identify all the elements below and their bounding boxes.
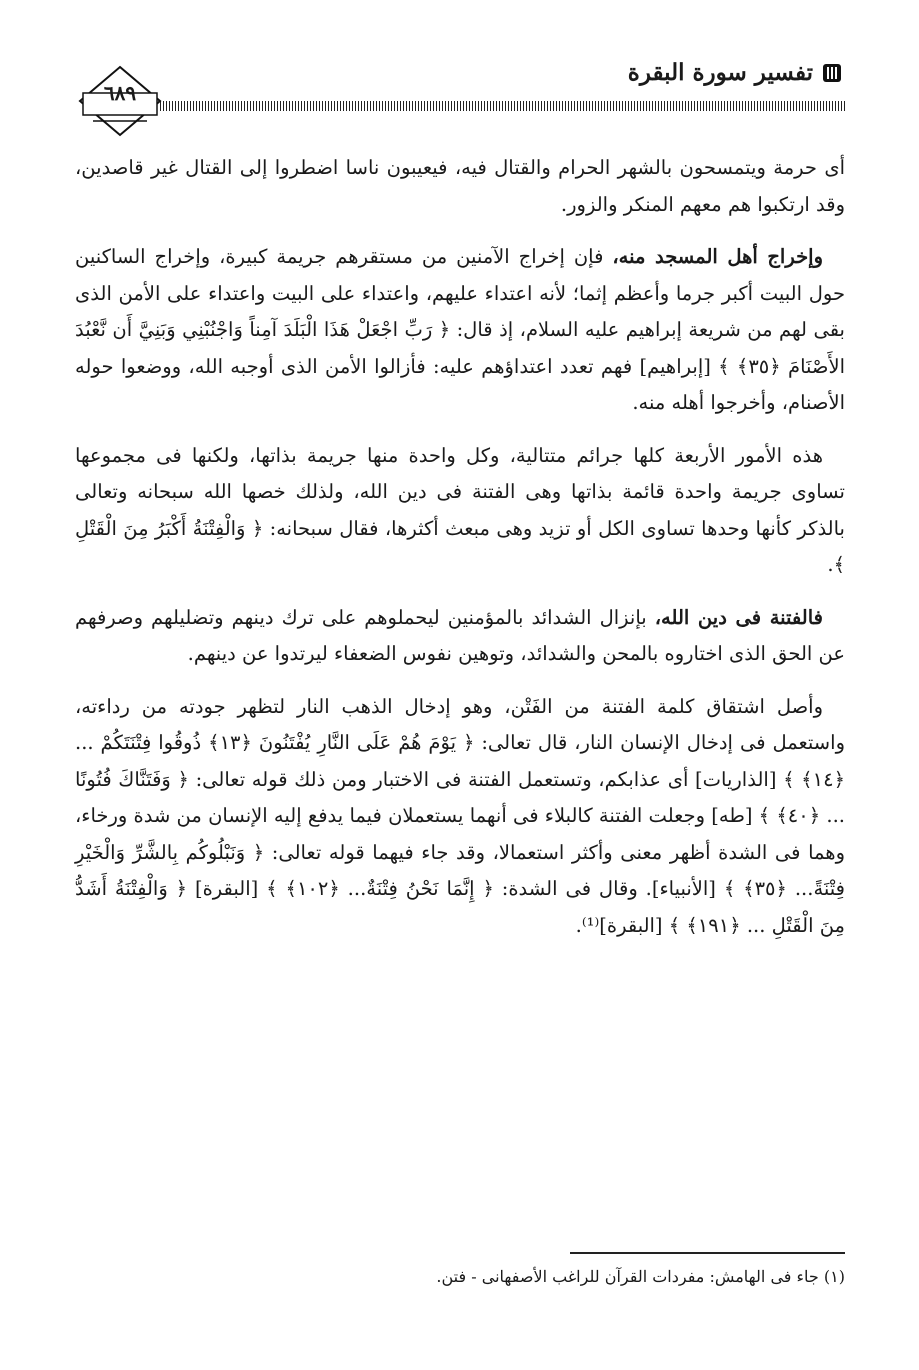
paragraph-text: أى حرمة ويتمسحون بالشهر الحرام والقتال فيه، فيعيبون ناسا اضطروا إلى القتال غير قاصدين، وقد ارتكبوا هم معهم المنكر والزور. — [75, 156, 845, 216]
paragraph — [75, 689, 845, 945]
header-rule — [160, 101, 845, 111]
paragraph-text: فإن إخراج الآمنين من مستقرهم جريمة كبيرة، وإخراج الساكنين حول البيت أكبر جرما وأعظم إثما؛ لأنه اعتداء عليهم، واعتداء على البيت واعتداء على الأمن الذى بقى لهم من شريعة إبراهيم عليه السلام، إذ قال: ﴿ رَبِّ اجْعَلْ هَذَا الْبَلَدَ آمِناً وَاجْنُبْنِي وَبَنِيَّ أَن نَّعْبُدَ الأَصْنَامَ ﴿٣٥﴾ ﴾ [إبراهيم] فهم تعدد اعتداؤهم عليه: فأزالوا الأمن الذى أوجبه الله، ووضعوا حوله الأصنام، وأخرجوا أهله منه. — [75, 245, 845, 414]
paragraph — [75, 600, 845, 673]
running-title — [628, 59, 843, 86]
page-header — [75, 55, 845, 130]
ornament-icon — [821, 62, 843, 84]
footnote: (١) جاء فى الهامش: مفردات القرآن للراغب الأصفهانى - فتن. — [436, 1267, 845, 1286]
page-number: ٦٨٩ — [103, 81, 137, 105]
paragraph-lead: وإخراج أهل المسجد منه، — [612, 245, 823, 268]
paragraph — [75, 150, 845, 223]
paragraph-text: بإنزال الشدائد بالمؤمنين ليحملوهم على ترك دينهم وتضليلهم وصرفهم عن الحق الذى اختاروه بالمحن والشدائد، وتوهين نفوس الضعفاء ليرتدوا عن دينهم. — [75, 605, 845, 665]
paragraph-text: هذه الأمور الأربعة كلها جرائم متتالية، وكل واحدة منها جريمة بذاتها، ولكنها فى مجموعها تساوى جريمة واحدة قائمة بذاتها وهى الفتنة فى دين الله، ولذلك خصها الله سبحانه وتعالى بالذكر كأنها وحدها تساوى الكل أو تزيد وهى مبعث أكثرها، فقال سبحانه: ﴿ وَالْفِتْنَةُ أَكْبَرُ مِنَ الْقَتْلِ ﴾. — [75, 443, 845, 576]
paragraph-lead: فالفتنة فى دين الله، — [654, 605, 823, 629]
paragraph — [75, 438, 845, 584]
body-text — [75, 150, 845, 960]
footnote-rule — [570, 1252, 845, 1254]
paragraph-text: وأصل اشتقاق كلمة الفتنة من الفَتْن، وهو إدخال الذهب النار لتظهر جودته من رداءته، واستعمل فى إدخال الإنسان النار، قال تعالى: ﴿ يَوْمَ هُمْ عَلَى النَّارِ يُفْتَنُونَ ﴿١٣﴾ ذُوقُوا فِتْنَتَكُمْ ... ﴿١٤﴾ ﴾ [الذاريات] أى عذابكم، وتستعمل الفتنة فى الاختبار ومن ذلك قوله تعالى: ﴿ وَفَتَنَّاكَ فُتُونًا ... ﴿٤٠﴾ ﴾ [طه] وجعلت الفتنة كالبلاء فى أنهما يستعملان فيما يدفع إليه الإنسان من شدة ورخاء، وهما فى الشدة أظهر معنى وأكثر استعمالا، وقد جاء فيهما قوله تعالى: ﴿ وَنَبْلُوكُم بِالشَّرِّ وَالْخَيْرِ فِتْنَةً... ﴿٣٥﴾ ﴾ [الأنبياء]. وقال فى الشدة: ﴿ إِنَّمَا نَحْنُ فِتْنَةٌ... ﴿١٠٢﴾ ﴾ [البقرة] ﴿ وَالْفِتْنَةُ أَشَدُّ مِنَ الْقَتْلِ ... ﴿١٩١﴾ ﴾ [البقرة]⁽¹⁾. — [75, 694, 846, 937]
paragraph — [75, 239, 845, 422]
running-title-text: تفسير سورة البقرة — [627, 59, 813, 86]
